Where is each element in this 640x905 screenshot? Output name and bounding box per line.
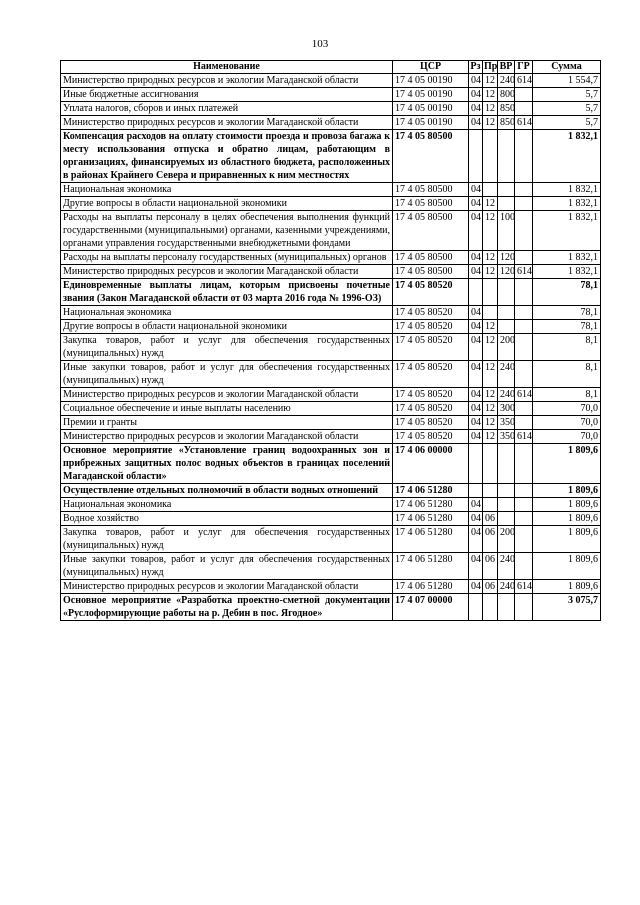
row-vr-cell: 240 — [498, 553, 515, 580]
row-sum-cell: 1 809,6 — [533, 553, 601, 580]
row-csr-cell: 17 4 05 80520 — [393, 320, 469, 334]
row-vr-cell — [498, 444, 515, 484]
row-rz-cell: 04 — [469, 416, 483, 430]
row-sum-cell: 1 809,6 — [533, 444, 601, 484]
row-pr-cell — [483, 498, 498, 512]
table-row — [61, 594, 601, 621]
row-csr-cell: 17 4 06 51280 — [393, 512, 469, 526]
row-name-cell: Национальная экономика — [61, 306, 393, 320]
row-pr-cell: 12 — [483, 116, 498, 130]
row-csr-cell: 17 4 05 00190 — [393, 116, 469, 130]
row-gr-cell — [515, 130, 533, 183]
row-gr-cell — [515, 306, 533, 320]
row-pr-cell — [483, 306, 498, 320]
row-name-cell: Другие вопросы в области национальной экономики — [61, 320, 393, 334]
row-name-cell: Основное мероприятие «Разработка проектно-сметной документации «Руслоформирующие работы на р. Дебин в пос. Ягодное» — [61, 594, 393, 621]
row-rz-cell — [469, 444, 483, 484]
row-pr-cell: 12 — [483, 197, 498, 211]
row-csr-cell: 17 4 05 80520 — [393, 430, 469, 444]
row-vr-cell — [498, 197, 515, 211]
row-rz-cell: 04 — [469, 402, 483, 416]
row-name-cell: Закупка товаров, работ и услуг для обеспечения государственных (муниципальных) нужд — [61, 334, 393, 361]
row-vr-cell: 350 — [498, 430, 515, 444]
table-row — [61, 197, 601, 211]
table-row — [61, 444, 601, 484]
row-pr-cell: 12 — [483, 430, 498, 444]
row-name-cell: Иные закупки товаров, работ и услуг для обеспечения государственных (муниципальных) нужд — [61, 361, 393, 388]
row-vr-cell — [498, 183, 515, 197]
row-vr-cell — [498, 594, 515, 621]
row-gr-cell: 614 — [515, 265, 533, 279]
row-name-cell: Премии и гранты — [61, 416, 393, 430]
row-name-cell: Национальная экономика — [61, 183, 393, 197]
row-pr-cell: 12 — [483, 251, 498, 265]
row-name-cell: Уплата налогов, сборов и иных платежей — [61, 102, 393, 116]
table-row — [61, 279, 601, 306]
row-rz-cell: 04 — [469, 526, 483, 553]
row-sum-cell: 1 809,6 — [533, 580, 601, 594]
row-gr-cell — [515, 197, 533, 211]
row-csr-cell: 17 4 06 51280 — [393, 580, 469, 594]
row-rz-cell: 04 — [469, 512, 483, 526]
row-rz-cell: 04 — [469, 334, 483, 361]
row-csr-cell: 17 4 06 00000 — [393, 444, 469, 484]
row-pr-cell: 12 — [483, 320, 498, 334]
row-csr-cell: 17 4 05 80520 — [393, 306, 469, 320]
row-sum-cell: 1 832,1 — [533, 197, 601, 211]
row-sum-cell: 1 809,6 — [533, 526, 601, 553]
row-gr-cell: 614 — [515, 388, 533, 402]
row-csr-cell: 17 4 05 00190 — [393, 102, 469, 116]
row-name-cell: Министерство природных ресурсов и экологии Магаданской области — [61, 388, 393, 402]
row-csr-cell: 17 4 05 80520 — [393, 388, 469, 402]
row-rz-cell: 04 — [469, 211, 483, 251]
table-row — [61, 251, 601, 265]
row-sum-cell: 1 832,1 — [533, 183, 601, 197]
row-gr-cell — [515, 402, 533, 416]
row-csr-cell: 17 4 07 00000 — [393, 594, 469, 621]
table-header-row — [61, 61, 601, 74]
row-sum-cell: 70,0 — [533, 416, 601, 430]
row-csr-cell: 17 4 05 80500 — [393, 211, 469, 251]
row-gr-cell: 614 — [515, 580, 533, 594]
row-sum-cell: 78,1 — [533, 306, 601, 320]
row-rz-cell: 04 — [469, 251, 483, 265]
row-gr-cell — [515, 279, 533, 306]
row-csr-cell: 17 4 05 00190 — [393, 88, 469, 102]
table-row — [61, 361, 601, 388]
header-sum: Сумма — [533, 61, 601, 74]
row-pr-cell — [483, 130, 498, 183]
row-csr-cell: 17 4 05 00190 — [393, 74, 469, 88]
row-rz-cell — [469, 484, 483, 498]
table-body — [61, 74, 601, 621]
row-gr-cell: 614 — [515, 74, 533, 88]
row-name-cell: Закупка товаров, работ и услуг для обеспечения государственных (муниципальных) нужд — [61, 526, 393, 553]
row-gr-cell — [515, 553, 533, 580]
row-rz-cell: 04 — [469, 320, 483, 334]
row-rz-cell: 04 — [469, 553, 483, 580]
row-name-cell: Иные бюджетные ассигнования — [61, 88, 393, 102]
table-row — [61, 116, 601, 130]
row-pr-cell — [483, 594, 498, 621]
row-vr-cell: 240 — [498, 74, 515, 88]
row-csr-cell: 17 4 05 80500 — [393, 251, 469, 265]
row-sum-cell: 5,7 — [533, 88, 601, 102]
row-pr-cell — [483, 183, 498, 197]
row-csr-cell: 17 4 06 51280 — [393, 484, 469, 498]
row-vr-cell — [498, 320, 515, 334]
row-pr-cell: 06 — [483, 553, 498, 580]
row-vr-cell — [498, 484, 515, 498]
row-name-cell: Министерство природных ресурсов и экологии Магаданской области — [61, 580, 393, 594]
header-rz: Рз — [470, 61, 481, 72]
row-sum-cell: 1 832,1 — [533, 211, 601, 251]
row-vr-cell: 850 — [498, 102, 515, 116]
budget-table — [60, 60, 601, 621]
row-sum-cell: 1 809,6 — [533, 512, 601, 526]
row-csr-cell: 17 4 05 80500 — [393, 130, 469, 183]
row-rz-cell: 04 — [469, 183, 483, 197]
row-vr-cell: 240 — [498, 361, 515, 388]
row-rz-cell: 04 — [469, 306, 483, 320]
row-vr-cell: 100 — [498, 211, 515, 251]
row-sum-cell: 1 554,7 — [533, 74, 601, 88]
row-csr-cell: 17 4 06 51280 — [393, 498, 469, 512]
row-pr-cell: 12 — [483, 361, 498, 388]
table-row — [61, 580, 601, 594]
table-row — [61, 402, 601, 416]
row-rz-cell — [469, 130, 483, 183]
row-sum-cell: 70,0 — [533, 402, 601, 416]
row-rz-cell: 04 — [469, 74, 483, 88]
table-row — [61, 74, 601, 88]
row-vr-cell: 300 — [498, 402, 515, 416]
row-vr-cell — [498, 279, 515, 306]
row-gr-cell — [515, 498, 533, 512]
row-pr-cell: 12 — [483, 388, 498, 402]
row-gr-cell — [515, 320, 533, 334]
row-name-cell: Другие вопросы в области национальной экономики — [61, 197, 393, 211]
row-gr-cell — [515, 334, 533, 361]
table-row — [61, 183, 601, 197]
row-vr-cell — [498, 306, 515, 320]
row-sum-cell: 1 809,6 — [533, 498, 601, 512]
table-row — [61, 430, 601, 444]
row-csr-cell: 17 4 05 80520 — [393, 402, 469, 416]
row-csr-cell: 17 4 06 51280 — [393, 553, 469, 580]
row-csr-cell: 17 4 05 80500 — [393, 183, 469, 197]
row-vr-cell: 200 — [498, 334, 515, 361]
row-gr-cell — [515, 183, 533, 197]
row-csr-cell: 17 4 05 80520 — [393, 416, 469, 430]
row-rz-cell: 04 — [469, 102, 483, 116]
row-rz-cell: 04 — [469, 580, 483, 594]
row-gr-cell — [515, 594, 533, 621]
row-pr-cell: 12 — [483, 416, 498, 430]
row-gr-cell — [515, 102, 533, 116]
table-row — [61, 320, 601, 334]
row-rz-cell: 04 — [469, 430, 483, 444]
row-vr-cell: 240 — [498, 580, 515, 594]
header-name: Наименование — [61, 61, 393, 74]
row-vr-cell: 120 — [498, 251, 515, 265]
row-sum-cell: 8,1 — [533, 361, 601, 388]
row-name-cell: Водное хозяйство — [61, 512, 393, 526]
table-row — [61, 130, 601, 183]
row-name-cell: Основное мероприятие «Установление границ водоохранных зон и прибрежных защитных полос водных объектов в границах поселений Магаданской области» — [61, 444, 393, 484]
row-gr-cell — [515, 512, 533, 526]
row-name-cell: Национальная экономика — [61, 498, 393, 512]
header-vr: ВР — [498, 61, 515, 74]
row-rz-cell — [469, 594, 483, 621]
row-csr-cell: 17 4 05 80500 — [393, 265, 469, 279]
table-row — [61, 388, 601, 402]
row-sum-cell: 8,1 — [533, 334, 601, 361]
table-row — [61, 334, 601, 361]
row-rz-cell: 04 — [469, 265, 483, 279]
row-name-cell: Единовременные выплаты лицам, которым присвоены почетные звания (Закон Магаданской области от 03 марта 2016 года № 1996-ОЗ) — [61, 279, 393, 306]
row-name-cell: Расходы на выплаты персоналу государственных (муниципальных) органов — [61, 251, 393, 265]
row-vr-cell: 800 — [498, 88, 515, 102]
table-row — [61, 512, 601, 526]
row-gr-cell — [515, 361, 533, 388]
row-rz-cell — [469, 279, 483, 306]
row-sum-cell: 78,1 — [533, 279, 601, 306]
table-row — [61, 88, 601, 102]
row-pr-cell: 12 — [483, 402, 498, 416]
row-vr-cell: 200 — [498, 526, 515, 553]
row-gr-cell — [515, 251, 533, 265]
table-row — [61, 416, 601, 430]
row-pr-cell: 12 — [483, 88, 498, 102]
header-pr: Пр — [484, 61, 498, 72]
page-number: 103 — [311, 38, 329, 50]
table-row — [61, 211, 601, 251]
row-name-cell: Министерство природных ресурсов и экологии Магаданской области — [61, 430, 393, 444]
row-pr-cell — [483, 484, 498, 498]
table-row — [61, 306, 601, 320]
row-sum-cell: 78,1 — [533, 320, 601, 334]
row-name-cell: Министерство природных ресурсов и экологии Магаданской области — [61, 116, 393, 130]
row-gr-cell — [515, 211, 533, 251]
row-csr-cell: 17 4 05 80520 — [393, 279, 469, 306]
row-sum-cell: 1 832,1 — [533, 251, 601, 265]
row-sum-cell: 5,7 — [533, 102, 601, 116]
row-name-cell: Компенсация расходов на оплату стоимости проезда и провоза багажа к месту использования отпуска и обратно лицам, работающим в организациях, финансируемых из областного бюджета, расположенных в районах Крайнего Севера и приравненных к ним местностях — [61, 130, 393, 183]
row-gr-cell — [515, 526, 533, 553]
row-rz-cell: 04 — [469, 361, 483, 388]
row-rz-cell: 04 — [469, 498, 483, 512]
row-gr-cell — [515, 88, 533, 102]
row-sum-cell: 8,1 — [533, 388, 601, 402]
table-row — [61, 526, 601, 553]
row-name-cell: Министерство природных ресурсов и экологии Магаданской области — [61, 74, 393, 88]
row-vr-cell: 120 — [498, 265, 515, 279]
row-pr-cell: 12 — [483, 74, 498, 88]
table-row — [61, 553, 601, 580]
row-name-cell: Министерство природных ресурсов и экологии Магаданской области — [61, 265, 393, 279]
row-csr-cell: 17 4 05 80520 — [393, 334, 469, 361]
row-pr-cell: 12 — [483, 265, 498, 279]
row-gr-cell — [515, 416, 533, 430]
row-sum-cell: 3 075,7 — [533, 594, 601, 621]
table-row — [61, 265, 601, 279]
table-row — [61, 484, 601, 498]
row-vr-cell — [498, 498, 515, 512]
table-row — [61, 498, 601, 512]
row-csr-cell: 17 4 05 80520 — [393, 361, 469, 388]
row-csr-cell: 17 4 06 51280 — [393, 526, 469, 553]
row-pr-cell — [483, 444, 498, 484]
header-gr: ГР — [515, 61, 533, 74]
row-csr-cell: 17 4 05 80500 — [393, 197, 469, 211]
row-rz-cell: 04 — [469, 197, 483, 211]
row-vr-cell — [498, 512, 515, 526]
row-sum-cell: 1 832,1 — [533, 130, 601, 183]
row-sum-cell: 1 809,6 — [533, 484, 601, 498]
row-vr-cell: 350 — [498, 416, 515, 430]
row-sum-cell: 70,0 — [533, 430, 601, 444]
row-vr-cell — [498, 130, 515, 183]
row-gr-cell — [515, 444, 533, 484]
row-name-cell: Иные закупки товаров, работ и услуг для обеспечения государственных (муниципальных) нужд — [61, 553, 393, 580]
row-pr-cell: 06 — [483, 526, 498, 553]
row-pr-cell: 06 — [483, 580, 498, 594]
header-csr: ЦСР — [393, 61, 469, 74]
row-pr-cell: 12 — [483, 211, 498, 251]
row-pr-cell: 12 — [483, 102, 498, 116]
row-name-cell: Социальное обеспечение и иные выплаты населению — [61, 402, 393, 416]
row-vr-cell: 240 — [498, 388, 515, 402]
row-gr-cell — [515, 484, 533, 498]
row-sum-cell: 1 832,1 — [533, 265, 601, 279]
row-vr-cell: 850 — [498, 116, 515, 130]
row-rz-cell: 04 — [469, 88, 483, 102]
row-rz-cell: 04 — [469, 388, 483, 402]
row-pr-cell: 12 — [483, 334, 498, 361]
row-name-cell: Расходы на выплаты персоналу в целях обеспечения выполнения функций государственными (муниципальными) органами, казенными учреждениями, органами управления государственными внебюджетными фондами — [61, 211, 393, 251]
row-gr-cell: 614 — [515, 116, 533, 130]
row-sum-cell: 5,7 — [533, 116, 601, 130]
table-row — [61, 102, 601, 116]
row-pr-cell: 06 — [483, 512, 498, 526]
row-pr-cell — [483, 279, 498, 306]
row-name-cell: Осуществление отдельных полномочий в области водных отношений — [61, 484, 393, 498]
row-gr-cell: 614 — [515, 430, 533, 444]
row-rz-cell: 04 — [469, 116, 483, 130]
